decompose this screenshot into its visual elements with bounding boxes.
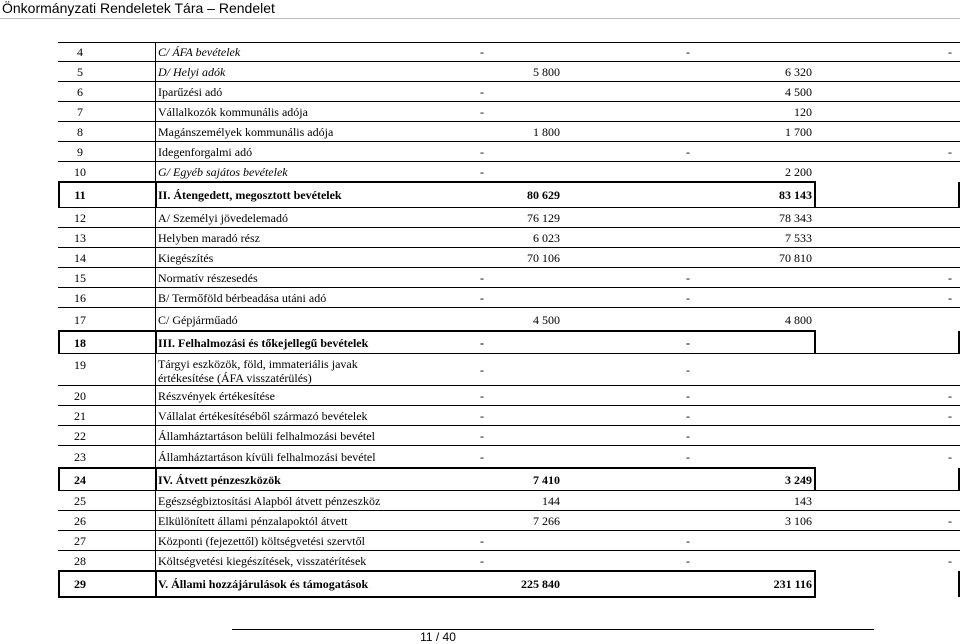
value-original: 5 800 [533,65,560,79]
row-divider [58,490,960,491]
value-original: 225 840 [521,577,560,591]
value-original: 7 410 [533,472,560,487]
row-label: II. Átengedett, megosztott bevételek [158,188,342,202]
value-original: - [480,105,484,119]
value-modified: - [686,409,690,423]
row-number: 23 [74,450,86,464]
value-original: 4 500 [533,312,560,327]
value-original: - [480,429,484,443]
column-divider [155,182,157,208]
value-modified: - [686,335,690,350]
row-divider [58,550,960,551]
row-divider [58,42,960,43]
value-original: 6 023 [533,231,560,245]
value-modified: 2 200 [785,165,812,179]
row-label: Központi (fejezettől) költségvetési szervtől [158,534,365,548]
value-modified: 4 800 [785,312,812,327]
row-divider [58,385,960,386]
value-modified: 83 143 [779,188,812,202]
row-label: B/ Termőföld bérbeadása utáni adó [158,291,327,305]
value-change: - [948,45,952,59]
row-number: 26 [74,514,86,528]
column-divider [155,308,156,331]
column-divider [155,288,156,308]
row-label: Idegenforgalmi adó [158,145,253,159]
row-divider [58,445,960,446]
row-label: III. Felhalmozási és tőkejellegű bevételek [158,335,369,350]
column-divider [155,62,156,82]
row-label: Helyben maradó rész [158,231,260,245]
value-change: - [948,291,952,305]
row-label: C/ ÁFA bevételek [158,45,241,59]
value-original: - [480,534,484,548]
row-divider [58,121,960,122]
row-number: 10 [74,165,86,179]
value-original: - [480,409,484,423]
column-divider [155,331,157,354]
value-change: - [948,514,952,528]
row-divider [58,81,960,82]
column-divider [155,551,156,571]
value-modified: 231 116 [773,577,812,591]
value-modified: - [686,450,690,464]
row-label: A/ Személyi jövedelemadó [158,211,288,225]
row-label: Normatív részesedés [158,271,258,285]
row-number: 6 [77,85,83,99]
row-divider [58,101,960,102]
value-original: - [480,335,484,350]
row-divider [58,181,816,183]
column-divider [155,122,156,142]
row-label: V. Állami hozzájárulások és támogatások [158,577,369,591]
row-number: 14 [74,251,86,265]
row-number: 29 [74,577,86,591]
row-label: Kiegészítés [158,251,214,265]
value-modified: - [686,45,690,59]
row-label: Költségvetési kiegészítések, visszatérítések [158,554,367,568]
value-modified: 3 249 [785,472,812,487]
value-modified: 120 [794,105,812,119]
row-label-continued: értékesítése (ÁFA visszatérülés) [158,371,312,385]
row-label: IV. Átvett pénzeszközök [158,472,281,487]
row-divider [58,307,960,308]
value-modified: - [686,534,690,548]
value-original: - [480,45,484,59]
column-divider [155,102,156,122]
value-change: - [948,554,952,568]
column-divider [155,248,156,268]
row-divider [58,61,960,62]
footer-divider [232,629,874,630]
row-divider [58,141,960,142]
row-divider [58,227,960,228]
row-label: Államháztartáson belüli felhalmozási bevétel [158,429,375,443]
column-divider [155,426,156,446]
value-original: - [480,85,484,99]
row-number: 18 [74,335,86,350]
value-modified: 1 700 [785,125,812,139]
value-modified: 6 320 [785,65,812,79]
row-divider [58,467,816,469]
value-change: - [948,409,952,423]
value-modified: - [686,271,690,285]
value-change: - [948,271,952,285]
column-divider [155,142,156,162]
value-original: 70 106 [527,251,560,265]
column-divider [155,208,156,228]
row-number: 4 [77,45,83,59]
row-divider [58,330,816,332]
row-number: 5 [77,65,83,79]
row-label: Államháztartáson kívüli felhalmozási bevétel [158,450,376,464]
row-label: Iparűzési adó [158,85,223,99]
value-change: - [948,145,952,159]
row-number: 16 [74,291,86,305]
row-divider [58,425,960,426]
column-divider [155,531,156,551]
row-number: 20 [74,389,86,403]
row-divider [58,530,960,531]
row-divider [58,570,816,572]
row-divider [58,207,960,208]
row-label: G/ Egyéb sajátos bevételek [158,165,288,179]
value-change: - [948,389,952,403]
row-number: 21 [74,409,86,423]
value-modified: 3 106 [785,514,812,528]
value-original: 80 629 [527,188,560,202]
row-number: 17 [74,312,86,327]
column-divider [155,491,156,511]
row-label: Vállalkozók kommunális adója [158,105,308,119]
column-divider [155,446,156,468]
column-divider [814,571,816,597]
value-original: 1 800 [533,125,560,139]
column-divider [814,468,816,491]
row-label: C/ Gépjárműadó [158,312,238,327]
column-divider [155,42,156,62]
row-divider [58,405,960,406]
row-number: 22 [74,429,86,443]
row-number: 8 [77,125,83,139]
row-label: Vállalat értékesítéséből származó bevételek [158,409,368,423]
value-modified: - [686,389,690,403]
row-label: Elkülönített állami pénzalapoktól átvett [158,514,348,528]
row-number: 27 [74,534,86,548]
row-label: Tárgyi eszközök, föld, immateriális javak [158,357,358,371]
row-divider [58,353,960,354]
column-divider [155,468,157,491]
row-divider [58,161,960,162]
value-modified: - [686,554,690,568]
page-number: 11 / 40 [420,630,456,644]
row-number: 7 [77,105,83,119]
row-divider [58,287,960,288]
value-original: - [480,165,484,179]
value-modified: 78 343 [779,211,812,225]
value-original: 144 [542,494,560,508]
value-original: - [480,450,484,464]
row-label: D/ Helyi adók [158,65,226,79]
column-divider [155,268,156,288]
value-original: - [480,554,484,568]
row-divider [58,247,960,248]
row-number: 28 [74,554,86,568]
value-modified: 7 533 [785,231,812,245]
column-divider [814,182,816,208]
column-divider [814,331,816,354]
row-label: Magánszemélyek kommunális adója [158,125,334,139]
value-modified: - [686,145,690,159]
value-original: - [480,291,484,305]
column-divider [155,354,156,386]
row-number: 15 [74,271,86,285]
column-divider [155,511,156,531]
row-number: 13 [74,231,86,245]
row-number: 12 [74,211,86,225]
column-divider [155,228,156,248]
row-label: Egészségbiztosítási Alapból átvett pénzeszköz [158,494,381,508]
row-number: 24 [74,472,86,487]
value-original: 7 266 [533,514,560,528]
row-number: 19 [74,358,86,372]
value-original: - [480,389,484,403]
value-modified: - [686,429,690,443]
row-divider [58,596,816,598]
row-label: Részvények értékesítése [158,389,275,403]
column-divider [155,82,156,102]
value-original: - [480,271,484,285]
value-modified: 4 500 [785,85,812,99]
value-original: 76 129 [527,211,560,225]
row-divider [58,510,960,511]
row-number: 11 [74,188,86,202]
value-modified: 143 [794,494,812,508]
window-title: Önkormányzati Rendeletek Tára – Rendelet [2,0,275,16]
value-change: - [948,450,952,464]
value-modified: - [686,363,690,377]
value-original: - [480,145,484,159]
column-divider [155,162,156,182]
column-divider [155,386,156,406]
column-divider [155,406,156,426]
column-divider [155,571,157,597]
value-modified: 70 810 [779,251,812,265]
row-number: 25 [74,494,86,508]
row-divider [58,267,960,268]
row-number: 9 [77,145,83,159]
value-modified: - [686,291,690,305]
value-original: - [480,363,484,377]
